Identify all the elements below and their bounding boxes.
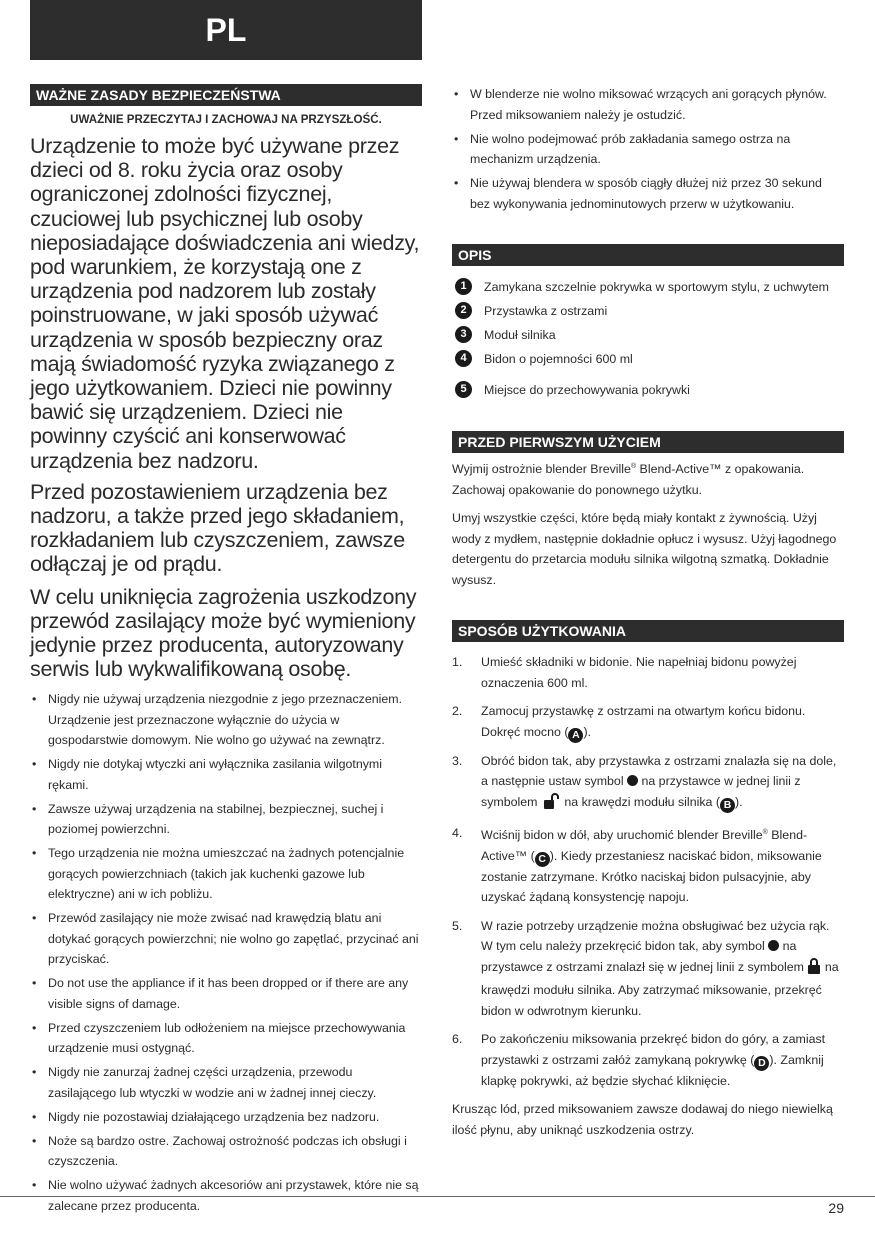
bullet-icon: •	[454, 87, 459, 101]
left-column	[30, 84, 422, 1220]
letter-b-badge-icon: B	[720, 798, 735, 813]
step-item: 1. Umieść składniki w bidonie. Nie napełniaj bidonu powyżej oznaczenia 600 ml.	[452, 655, 797, 690]
safety-heading: WAŻNE ZASADY BEZPIECZEŃSTWA	[30, 84, 422, 106]
list-item-text: Moduł silnika	[484, 328, 556, 342]
first-use-paragraph-2: Umyj wszystkie części, które będą miały kontakt z żywnością. Użyj wody z mydłem, następnie dokładnie opłucz i wysusz. Użyj łagodnego detergentu do przetarcia modułu silnika wilgotną szmatką. Dokładnie wysusz.	[452, 511, 837, 587]
bullet-icon: •	[454, 176, 459, 190]
list-item	[452, 278, 844, 302]
list-item	[452, 84, 844, 125]
step-item: 5. W razie potrzeby urządzenie można obsługiwać bez użycia rąk. W tym celu należy przekręcić bidon tak, aby symbol na przystawce z ostrzami znalazł się w jednej linii z symbolem na krawędzi modułu silnika. Aby zatrzymać miksowanie, przekręć bidon w odwrotnym kierunku.	[452, 918, 839, 1018]
warning-cord: W celu uniknięcia zagrożenia uszkodzony przewód zasilający może być wymieniony jedynie przez producenta, autoryzowany serwis lub wykwalifikowaną osobę.	[30, 584, 417, 682]
step-item: 2. Zamocuj przystawkę z ostrzami na otwartym końcu bidonu. Dokręć mocno ( A ).	[452, 704, 806, 741]
dot-symbol-icon	[768, 940, 779, 951]
list-item-text: Noże są bardzo ostre. Zachowaj ostrożność podczas ich obsługi i czyszczenia.	[48, 1133, 407, 1169]
number-badge-icon: 1	[455, 278, 472, 295]
number-badge-icon: 4	[455, 350, 472, 367]
usage-note: Krusząc lód, przed miksowaniem zawsze dodawaj do niego niewielką ilość płynu, aby uniknąć uszkodzenia ostrzy.	[452, 1102, 833, 1137]
warning-unplug: Przed pozostawieniem urządzenia bez nadzoru, a także przed jego składaniem, rozkładaniem lub czyszczeniem, zawsze odłączaj je od prądu.	[30, 479, 405, 577]
list-item-text: Zawsze używaj urządzenia na stabilnej, bezpiecznej, suchej i poziomej powierzchni.	[48, 801, 384, 837]
dot-symbol-icon	[627, 775, 638, 786]
list-item-text: Tego urządzenia nie można umieszczać na żadnych potencjalnie gorących powierzchniach (takich jak kuchenki gazowe lub elektryczne) ani w ich pobliżu.	[48, 846, 405, 902]
letter-a-badge-icon: A	[568, 728, 583, 743]
warning-children: Urządzenie to może być używane przez dzieci od 8. roku życia oraz osoby ograniczonej zdolności fizycznej, czuciowej lub psychicznej lub osoby nieposiadające doświadczenia ani wiedzy, pod warunkiem, że korzystają one z urządzenia pod nadzorem lub zostały poinstruowane, w jaki sposób używać urządzenia w sposób bezpieczny oraz mają świadomość ryzyka związanego z jego użytkowaniem. Dzieci nie powinny bawić się urządzeniem. Dzieci nie powinny czyścić ani konserwować urządzenia bez nadzoru.	[30, 134, 420, 473]
bullet-icon: •	[32, 1065, 37, 1080]
list-item	[30, 1131, 422, 1172]
list-item	[452, 350, 844, 381]
list-item-text: Nigdy nie dotykaj wtyczki ani wyłącznika zasilania wilgotnymi rękami.	[48, 757, 382, 792]
bullet-icon: •	[32, 757, 37, 772]
language-tab: PL	[30, 0, 422, 60]
bullet-icon: •	[32, 1133, 37, 1148]
safety-bullets-continued	[452, 84, 844, 214]
letter-c-badge-icon: C	[535, 852, 550, 867]
step-item: 6. Po zakończeniu miksowania przekręć bidon do góry, a zamiast przystawki z ostrzami załóż zamykaną pokrywkę ( D ). Zamknij klapkę pokrywki, aż będzie słychać kliknięcie.	[452, 1032, 826, 1088]
list-item	[30, 1107, 422, 1128]
list-item	[30, 1018, 422, 1059]
list-item	[30, 799, 422, 840]
list-item	[452, 129, 844, 170]
list-item-text: Nie używaj blendera w sposób ciągły dłużej niż przez 30 sekund bez wykonywania jednominutowych przerw w użytkowaniu.	[470, 176, 822, 211]
list-item-text: Bidon o pojemności 600 ml	[484, 352, 633, 366]
bullet-icon: •	[32, 1178, 37, 1193]
list-item-text: W blenderze nie wolno miksować wrzących ani gorących płynów. Przed miksowaniem należy je ostudzić.	[470, 87, 827, 122]
bullet-icon: •	[454, 131, 459, 146]
step-item: 3. Obróć bidon tak, aby przystawka z ostrzami znalazła się na dole, a następnie ustaw symbol na przystawce w jednej linii z symbolem na krawędzi modułu silnika ( B ).	[452, 751, 844, 816]
list-item	[452, 302, 844, 326]
first-use-paragraph-1: Wyjmij ostrożnie blender Breville® Blend-Active™ z opakowania. Zachowaj opakowanie do ponownego użytku.	[452, 462, 805, 497]
right-column	[452, 84, 844, 1148]
bullet-icon: •	[32, 1020, 37, 1035]
bullet-icon: •	[32, 801, 37, 816]
list-item-text: Miejsce do przechowywania pokrywki	[484, 383, 690, 397]
safety-subheading: UWAŻNIE PRZECZYTAJ I ZACHOWAJ NA PRZYSZŁOŚĆ.	[70, 113, 382, 126]
list-item	[452, 381, 844, 405]
safety-bullets	[30, 689, 422, 1216]
list-item-text: Nie wolno używać żadnych akcesoriów ani przystawek, które nie są zalecane przez producenta.	[48, 1178, 419, 1213]
unlocked-padlock-icon	[541, 793, 561, 816]
list-item-text: Nie wolno podejmować prób zakładania samego ostrza na mechanizm urządzenia.	[470, 131, 791, 166]
number-badge-icon: 5	[455, 381, 472, 398]
list-item-text: Nigdy nie zanurzaj żadnej części urządzenia, przewodu zasilającego lub wtyczki w wodzie ani w żadnej innej cieczy.	[48, 1065, 377, 1100]
list-item-text: Przystawka z ostrzami	[484, 304, 608, 318]
list-item-text: Zamykana szczelnie pokrywka w sportowym stylu, z uchwytem	[484, 280, 829, 294]
list-item	[30, 689, 422, 751]
list-item	[30, 843, 422, 905]
list-item	[30, 908, 422, 970]
usage-heading: SPOSÓB UŻYTKOWANIA	[452, 620, 844, 642]
list-item	[452, 326, 844, 350]
bullet-icon: •	[32, 976, 37, 991]
list-item	[30, 754, 422, 795]
opis-heading: OPIS	[452, 244, 844, 266]
usage-steps	[452, 652, 844, 1091]
number-badge-icon: 2	[455, 302, 472, 319]
bullet-icon: •	[32, 911, 37, 926]
list-item	[452, 173, 844, 214]
list-item-text: Przewód zasilający nie może zwisać nad krawędzią blatu ani dotykać gorących powierzchni; nie wolno go zapętlać, przycinać ani przyciskać.	[48, 911, 419, 967]
bullet-icon: •	[32, 1109, 37, 1124]
list-item-text: Przed czyszczeniem lub odłożeniem na miejsce przechowywania urządzenie musi ostygnąć.	[48, 1020, 406, 1056]
list-item-text: Nigdy nie pozostawiaj działającego urządzenia bez nadzoru.	[48, 1109, 380, 1124]
bullet-icon: •	[32, 846, 37, 861]
list-item	[30, 1062, 422, 1103]
page-number: 29	[828, 1200, 844, 1216]
first-use-heading: PRZED PIERWSZYM UŻYCIEM	[452, 431, 844, 453]
list-item-text: Do not use the appliance if it has been dropped or if there are any visible signs of damage.	[48, 976, 409, 1011]
number-badge-icon: 3	[455, 326, 472, 343]
list-item	[30, 973, 422, 1014]
parts-list	[452, 278, 844, 405]
bullet-icon: •	[32, 692, 37, 707]
footer-divider	[0, 1196, 875, 1197]
locked-padlock-icon	[807, 958, 821, 981]
letter-d-badge-icon: D	[754, 1056, 769, 1071]
step-item: 4. Wciśnij bidon w dół, aby uruchomić blender Breville® Blend-Active™ ( C ). Kiedy przestaniesz naciskać bidon, miksowanie zostanie zatrzymane. Krótko naciskaj bidon pulsacyjnie, aby uzyskać żądaną konsystencję napoju.	[452, 826, 822, 905]
list-item-text: Nigdy nie używaj urządzenia niezgodnie z jego przeznaczeniem. Urządzenie jest przeznaczone wyłącznie do użycia w gospodarstwie domowym. Nie wolno go używać na zewnątrz.	[48, 692, 403, 748]
